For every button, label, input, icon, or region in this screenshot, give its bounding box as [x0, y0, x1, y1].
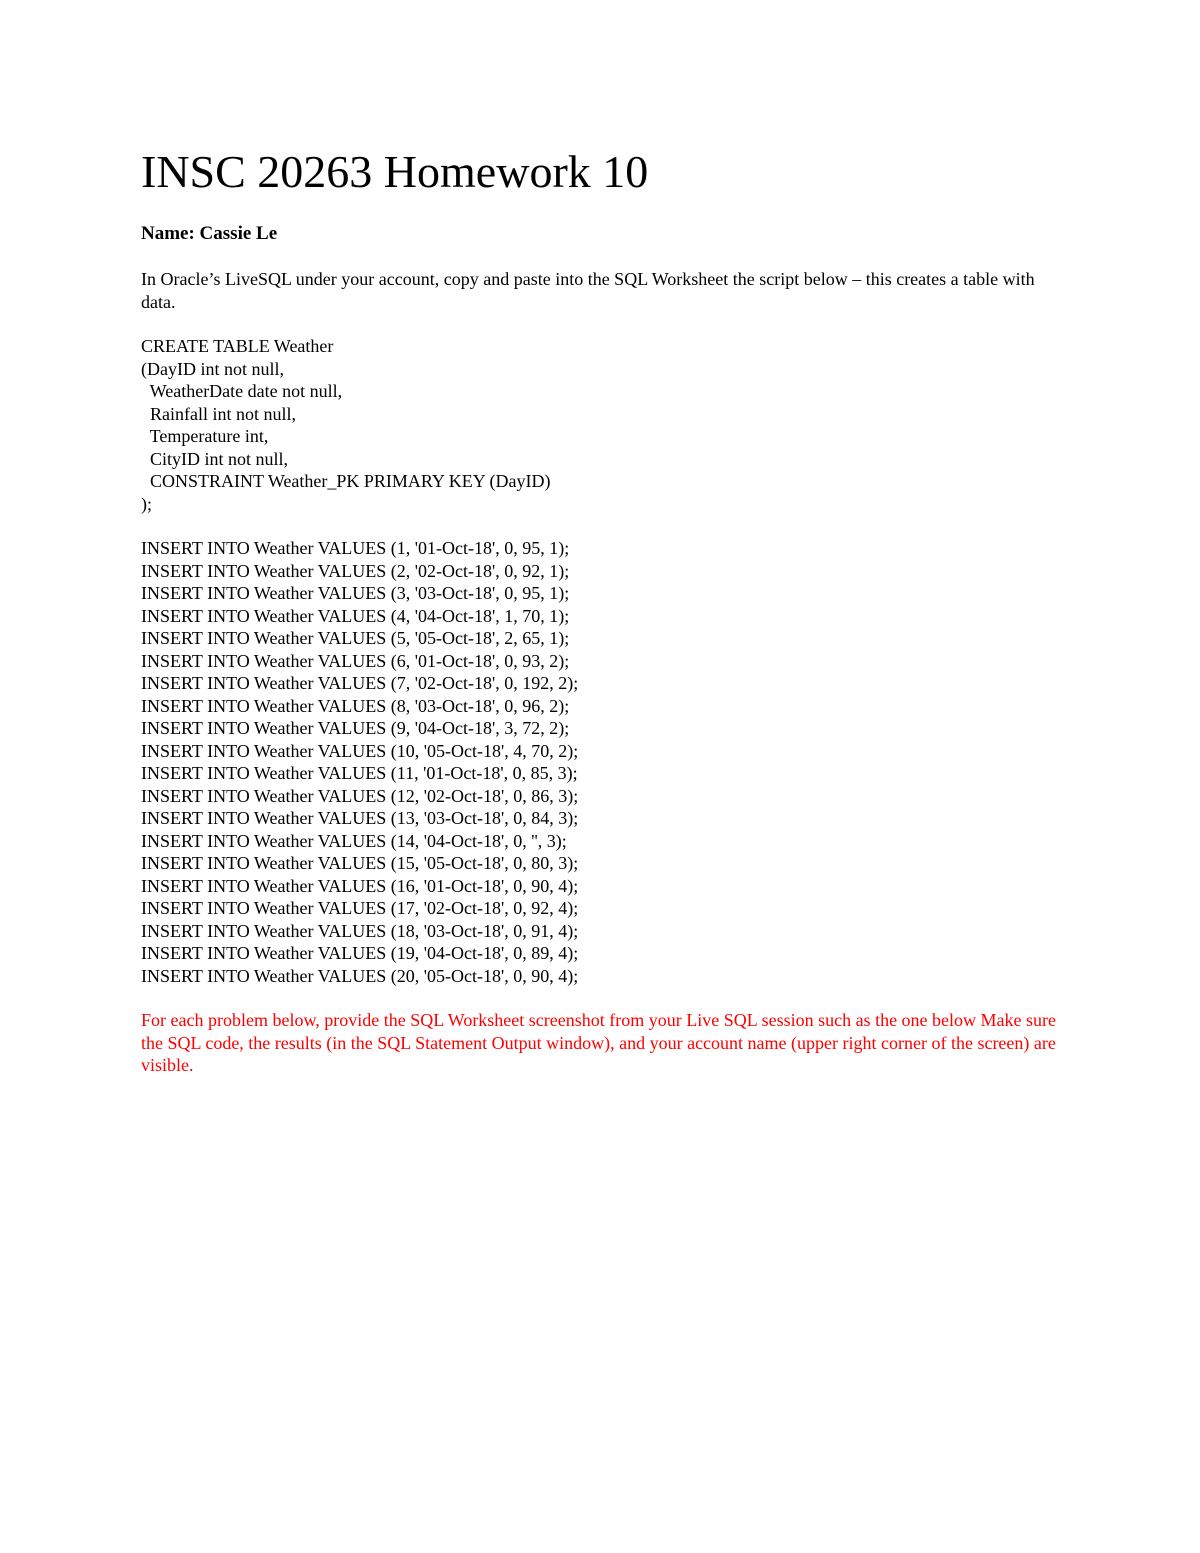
- insert-statements: [141, 537, 578, 987]
- insert-line: INSERT INTO Weather VALUES (11, '01-Oct-18', 0, 85, 3);: [141, 763, 578, 783]
- insert-line: INSERT INTO Weather VALUES (17, '02-Oct-18', 0, 92, 4);: [141, 898, 579, 918]
- insert-line: INSERT INTO Weather VALUES (4, '04-Oct-18', 1, 70, 1);: [141, 605, 570, 626]
- insert-line: INSERT INTO Weather VALUES (16, '01-Oct-18', 0, 90, 4);: [141, 875, 579, 896]
- document-title: INSC 20263 Homework 10: [141, 146, 649, 197]
- intro-paragraph: In Oracle’s LiveSQL under your account, copy and paste into the SQL Worksheet the script below – this creates a table with data.: [141, 269, 1035, 312]
- insert-line: INSERT INTO Weather VALUES (12, '02-Oct-18', 0, 86, 3);: [141, 785, 579, 806]
- insert-line: INSERT INTO Weather VALUES (18, '03-Oct-18', 0, 91, 4);: [141, 920, 579, 941]
- code-line: CityID int not null,: [141, 448, 289, 469]
- code-line: CONSTRAINT Weather_PK PRIMARY KEY (DayID): [141, 471, 551, 491]
- insert-line: INSERT INTO Weather VALUES (5, '05-Oct-18', 2, 65, 1);: [141, 628, 570, 648]
- insert-line: INSERT INTO Weather VALUES (10, '05-Oct-18', 4, 70, 2);: [141, 740, 579, 761]
- insert-line: INSERT INTO Weather VALUES (2, '02-Oct-18', 0, 92, 1);: [141, 560, 570, 581]
- code-line: );: [141, 493, 152, 514]
- student-name: Name: Cassie Le: [141, 223, 278, 244]
- insert-line: INSERT INTO Weather VALUES (20, '05-Oct-18', 0, 90, 4);: [141, 965, 579, 986]
- code-line: CREATE TABLE Weather: [141, 336, 334, 356]
- insert-line: INSERT INTO Weather VALUES (13, '03-Oct-18', 0, 84, 3);: [141, 808, 579, 828]
- create-table-script: [141, 335, 551, 515]
- insert-line: INSERT INTO Weather VALUES (6, '01-Oct-18', 0, 93, 2);: [141, 650, 570, 671]
- insert-line: INSERT INTO Weather VALUES (1, '01-Oct-18', 0, 95, 1);: [141, 538, 570, 558]
- code-line: WeatherDate date not null,: [141, 381, 343, 401]
- code-line: (DayID int not null,: [141, 358, 284, 379]
- code-line: Temperature int,: [141, 426, 269, 446]
- insert-line: INSERT INTO Weather VALUES (9, '04-Oct-18', 3, 72, 2);: [141, 718, 570, 738]
- insert-line: INSERT INTO Weather VALUES (7, '02-Oct-18', 0, 192, 2);: [141, 673, 579, 693]
- instructions-paragraph: For each problem below, provide the SQL Worksheet screenshot from your Live SQL session such as the one below Make sure the SQL code, the results (in the SQL Statement Output window), and your account name (upper right corner of the screen) are visible.: [141, 1010, 1057, 1075]
- insert-line: INSERT INTO Weather VALUES (15, '05-Oct-18', 0, 80, 3);: [141, 853, 579, 873]
- insert-line: INSERT INTO Weather VALUES (14, '04-Oct-18', 0, '', 3);: [141, 830, 567, 851]
- insert-line: INSERT INTO Weather VALUES (19, '04-Oct-18', 0, 89, 4);: [141, 943, 579, 963]
- code-line: Rainfall int not null,: [141, 403, 296, 424]
- insert-line: INSERT INTO Weather VALUES (3, '03-Oct-18', 0, 95, 1);: [141, 583, 570, 603]
- insert-line: INSERT INTO Weather VALUES (8, '03-Oct-18', 0, 96, 2);: [141, 695, 570, 716]
